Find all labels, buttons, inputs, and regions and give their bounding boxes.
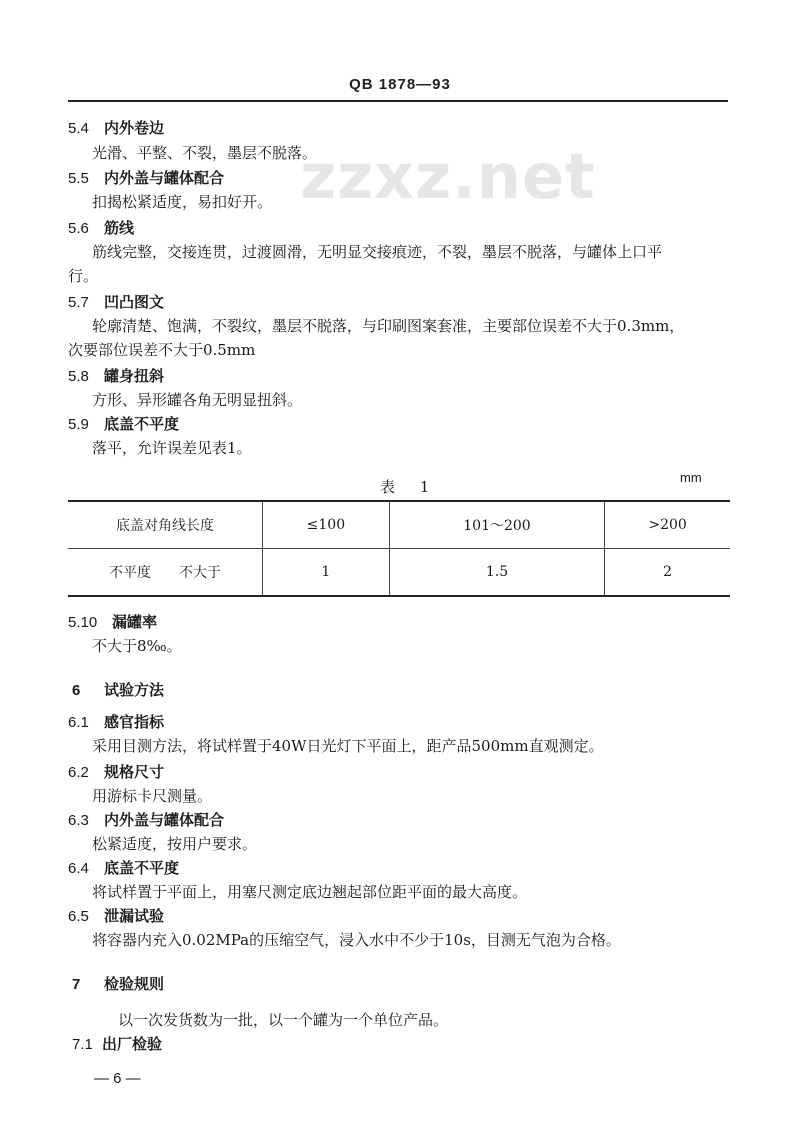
section-5-7-body-line1: 轮廓清楚、饱满，不裂纹，墨层不脱落，与印刷图案套准，主要部位误差不大于0.3mm， (92, 317, 685, 335)
table-unit: mm (680, 470, 702, 485)
table-cell: 2 (605, 549, 730, 597)
section-5-5-title: 5.5 内外盖与罐体配合 (68, 169, 225, 187)
section-5-10-title: 5.10 漏罐率 (68, 613, 158, 631)
section-6-2-body: 用游标卡尺测量。 (92, 787, 213, 805)
header-rule (68, 100, 728, 102)
section-6-5-title: 6.5 泄漏试验 (68, 907, 165, 925)
table-caption: 表 1 (380, 478, 440, 496)
section-5-8-body: 方形、异形罐各角无明显扭斜。 (92, 391, 303, 409)
section-6-1-body: 采用目测方法，将试样置于40W日光灯下平面上，距产品500mm直观测定。 (92, 737, 604, 755)
section-6-2-title: 6.2 规格尺寸 (68, 763, 165, 781)
section-5-6-body-line1: 筋线完整，交接连贯，过渡圆滑，无明显交接痕迹，不裂，墨层不脱落，与罐体上口平 (92, 243, 663, 261)
table-cell: 底盖对角线长度 (68, 501, 263, 549)
table-cell: >200 (605, 501, 730, 549)
section-7-1-title: 7.1 出厂检验 (72, 1035, 163, 1053)
section-5-10-body: 不大于8‰。 (92, 637, 182, 655)
section-5-8-title: 5.8 罐身扭斜 (68, 367, 165, 385)
table-header-row (68, 501, 730, 549)
section-6-3-body: 松紧适度，按用户要求。 (92, 835, 258, 853)
section-5-9-body: 落平，允许误差见表1。 (92, 439, 252, 457)
table-cell: 不平度 不大于 (68, 549, 263, 597)
section-6-5-body: 将容器内充入0.02MPa的压缩空气，浸入水中不少于10s，目测无气泡为合格。 (92, 931, 621, 949)
section-5-4-body: 光滑、平整、不裂，墨层不脱落。 (92, 144, 318, 162)
table-cell: 1 (263, 549, 390, 597)
section-6-1-title: 6.1 感官指标 (68, 713, 165, 731)
page-number: — 6 — (94, 1070, 141, 1087)
section-5-4-title: 5.4 内外卷边 (68, 119, 165, 137)
table-cell: ≤100 (263, 501, 390, 549)
section-5-7-body-line2: 次要部位误差不大于0.5mm (68, 341, 256, 359)
table-cell: 101～200 (389, 501, 604, 549)
section-5-6-title: 5.6 筋线 (68, 219, 135, 237)
standard-code: QB 1878—93 (349, 76, 451, 93)
section-6-4-title: 6.4 底盖不平度 (68, 859, 180, 877)
section-7-intro: 以一次发货数为一批，以一个罐为一个单位产品。 (118, 1011, 449, 1029)
section-5-9-title: 5.9 底盖不平度 (68, 415, 180, 433)
table-row (68, 549, 730, 597)
section-6-3-title: 6.3 内外盖与罐体配合 (68, 811, 225, 829)
flatness-table (68, 500, 730, 597)
table-cell: 1.5 (389, 549, 604, 597)
section-5-5-body: 扣揭松紧适度，易扣好开。 (92, 193, 273, 211)
section-7-heading: 7 检验规则 (72, 975, 165, 993)
section-6-4-body: 将试样置于平面上，用塞尺测定底边翘起部位距平面的最大高度。 (92, 883, 528, 901)
section-5-6-body-line2: 行。 (68, 267, 99, 285)
section-6-heading: 6 试验方法 (72, 681, 165, 699)
section-5-7-title: 5.7 凹凸图文 (68, 293, 165, 311)
watermark: zzxz.net (300, 140, 596, 213)
